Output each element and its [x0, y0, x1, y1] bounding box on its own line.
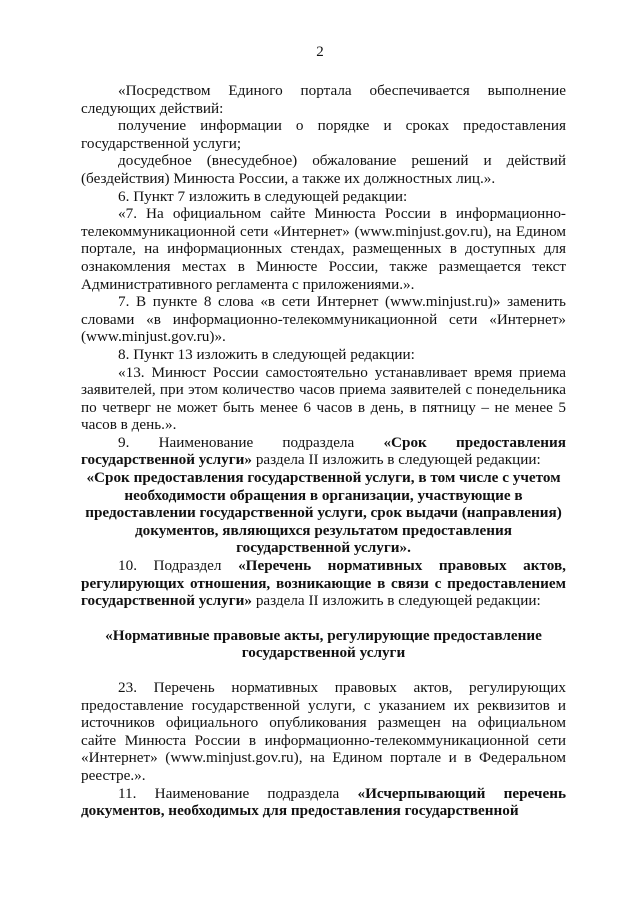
paragraph: «13. Минюст России самостоятельно устанавливает время приема заявителей, при этом количество часов приема заявителей с понедельника по четверг не может быть менее 6 часов в день, в пятницу – не менее 5 часов в день.». — [81, 363, 566, 434]
text-run: раздела II изложить в следующей редакции: — [252, 451, 541, 469]
paragraph: 7. В пункте 8 слова «в сети Интернет (www.minjust.ru)» заменить словами «в информационно-телекоммуникационной сети «Интернет» (www.minjust.gov.ru)». — [81, 293, 566, 346]
text-run: 9. Наименование подраздела — [118, 433, 384, 451]
spacer — [81, 662, 566, 679]
paragraph: «Посредством Единого портала обеспечивается выполнение следующих действий: — [81, 82, 566, 117]
paragraph — [81, 434, 566, 469]
paragraph — [81, 557, 566, 610]
paragraph: досудебное (внесудебное) обжалование решений и действий (бездействия) Минюста России, а также их должностных лиц.». — [81, 152, 566, 187]
section-heading: «Срок предоставления государственной услуги, в том числе с учетом необходимости обращения в организации, участвующие в предоставлении государственной услуги, срок выдачи (направления) документов, являющихся результатом предоставления государственной услуги». — [85, 469, 562, 557]
paragraph: 23. Перечень нормативных правовых актов, регулирующих предоставление государственной услуги, с указанием их реквизитов и источников официального опубликования размещен на официальном сайте Минюста России в информационно-телекоммуникационной сети «Интернет» (www.minjust.gov.ru), на Едином портале и в Федеральном реестре.». — [81, 679, 566, 784]
bold-text-run: «Срок предоставления государственной услуги» — [81, 433, 566, 469]
paragraph: получение информации о порядке и сроках предоставления государственной услуги; — [81, 117, 566, 152]
text-run: 10. Подраздел — [118, 557, 239, 575]
paragraph: 6. Пункт 7 изложить в следующей редакции: — [118, 187, 408, 205]
paragraph: «7. На официальном сайте Минюста России в информационно-телекоммуникационной сети «Интернет» (www.minjust.gov.ru), на Едином портале, на информационных стендах, размещенных в доступных для ознакомления местах в Минюсте России, также размещается текст Административного регламента с приложениями.». — [81, 205, 566, 293]
spacer — [81, 610, 566, 627]
text-run: 11. Наименование подраздела — [118, 784, 358, 802]
text-run: раздела II изложить в следующей редакции: — [252, 592, 541, 610]
section-heading: «Нормативные правовые акты, регулирующие предоставление государственной услуги — [105, 626, 542, 662]
paragraph: 8. Пункт 13 изложить в следующей редакции: — [118, 345, 415, 363]
page-number: 2 — [316, 44, 324, 60]
paragraph — [81, 785, 566, 820]
document-body — [81, 82, 566, 820]
bold-text-run: «Исчерпывающий перечень документов, необходимых для предоставления государственной — [81, 784, 566, 820]
bold-text-run: «Перечень нормативных правовых актов, регулирующих отношения, возникающие в связи с предоставлением государственной услуги» — [81, 557, 566, 610]
